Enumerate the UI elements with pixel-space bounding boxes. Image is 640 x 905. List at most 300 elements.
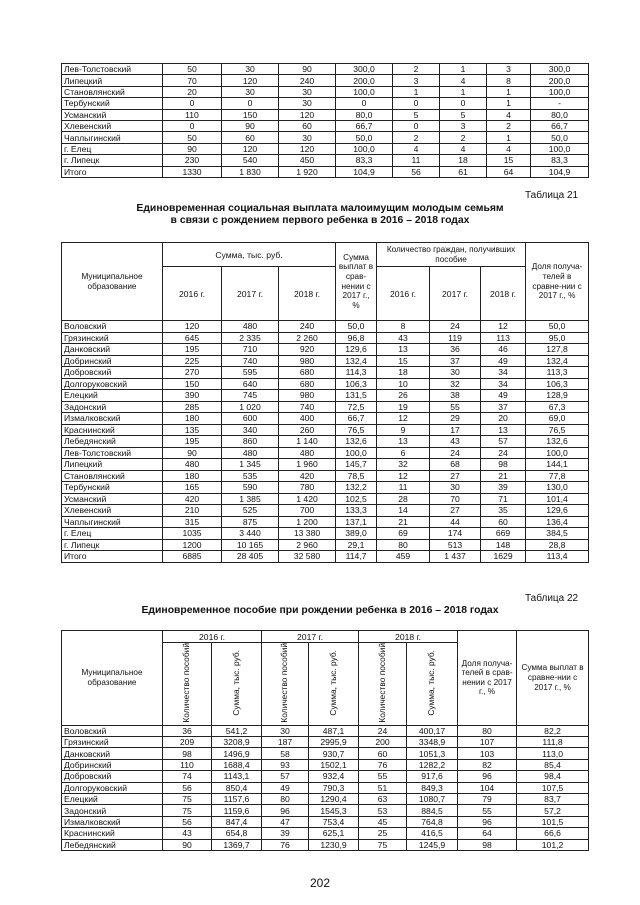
table-cell: 66,7 (336, 413, 377, 425)
col-count-2016 (163, 643, 212, 726)
col-sum-2018-label: Сумма, тыс. руб. (426, 649, 437, 716)
table-cell: 104,9 (531, 166, 589, 177)
row-label: Добровский (62, 367, 163, 379)
row-label: Итого (62, 551, 163, 563)
table-cell: 884,5 (407, 805, 458, 816)
col-2017: 2017 г. (222, 267, 279, 321)
table-cell: 3 (393, 75, 440, 86)
table-cell: 1 020 (222, 401, 279, 413)
table-cell: 90 (279, 64, 336, 75)
table-row (62, 378, 589, 390)
table-row (62, 470, 589, 482)
table-cell: 165 (163, 482, 222, 494)
table-cell: 110 (163, 109, 222, 120)
table-cell: 1159,6 (212, 805, 262, 816)
table-cell: 79 (458, 793, 517, 804)
table-cell: 847,4 (212, 816, 262, 827)
table-cell: 83,3 (531, 155, 589, 166)
table-cell: 240 (279, 321, 336, 333)
table-cell: 71 (481, 493, 526, 505)
table-cell: 1 385 (222, 493, 279, 505)
table-row (62, 539, 589, 551)
table-cell: 56 (393, 166, 440, 177)
row-label: г. Елец (62, 528, 163, 540)
table-row (62, 64, 589, 75)
table-cell: 76,5 (336, 424, 377, 436)
table-cell: 590 (222, 482, 279, 494)
table-cell: 103 (458, 748, 517, 759)
row-label: Лебедянский (62, 839, 163, 850)
table-cell: 1 920 (279, 166, 336, 177)
table-cell: 114,7 (336, 551, 377, 563)
table-cell: 740 (222, 355, 279, 367)
table-cell: 1629 (481, 551, 526, 563)
table-row (62, 493, 589, 505)
table-cell: 114,3 (336, 367, 377, 379)
table-cell: 240 (279, 75, 336, 86)
row-label: г. Липецк (62, 539, 163, 551)
table-cell: 4 (440, 75, 487, 86)
table-cell: 27 (430, 505, 481, 517)
table-cell: 200,0 (336, 75, 393, 86)
table-cell: 14 (377, 505, 430, 517)
table-cell: 260 (279, 424, 336, 436)
row-label: Краснинский (62, 424, 163, 436)
table-cell: 669 (481, 528, 526, 540)
row-label: Грязинский (62, 332, 163, 344)
table-cell: 150 (222, 109, 279, 120)
table-cell: 1282,2 (407, 759, 458, 770)
table-row (62, 725, 589, 736)
table-cell: 1502,1 (309, 759, 359, 770)
table-cell: 128,9 (526, 390, 589, 402)
table-row (62, 782, 589, 793)
table-row (62, 748, 589, 759)
table-cell: 120 (222, 75, 279, 86)
table-cell: 780 (279, 482, 336, 494)
table-cell: 980 (279, 355, 336, 367)
table-cell: 64 (487, 166, 531, 177)
table-cell: 600 (222, 413, 279, 425)
table-cell: 104 (458, 782, 517, 793)
table-row (62, 447, 589, 459)
col-municipal: Муниципальное образование (62, 243, 163, 321)
table-cell: 2 960 (279, 539, 336, 551)
table-cell: 63 (359, 793, 407, 804)
table-cell: 47 (262, 816, 309, 827)
row-label: Усманский (62, 109, 163, 120)
table-22-label: Таблица 22 (525, 593, 579, 604)
table-cell: 49 (481, 355, 526, 367)
row-label: Чаплыгинский (62, 516, 163, 528)
table-cell: 753,4 (309, 816, 359, 827)
col-count-2018 (359, 643, 407, 726)
col-municipal: Муниципальное образование (62, 631, 163, 726)
table-cell: 39 (262, 828, 309, 839)
table-row (62, 120, 589, 131)
table-cell: 1 (487, 98, 531, 109)
table-cell: 74 (163, 771, 212, 782)
table-cell: 300,0 (336, 64, 393, 75)
table-cell: 101,4 (526, 493, 589, 505)
table-cell: 680 (279, 367, 336, 379)
table-cell: 82,2 (517, 725, 589, 736)
table-cell: 18 (377, 367, 430, 379)
table-cell: 195 (163, 436, 222, 448)
table-cell: 420 (279, 470, 336, 482)
row-label: Долгоруковский (62, 782, 163, 793)
table-cell: 50 (163, 132, 222, 143)
table-cell: 3348,9 (407, 736, 458, 747)
row-label: Воловский (62, 321, 163, 333)
table-cell: 70 (163, 75, 222, 86)
table-top-continuation (61, 63, 589, 178)
table-cell: 30 (222, 64, 279, 75)
col-sum-comparison: Сумма выплат в срав-нении с 2017 г., % (336, 243, 377, 321)
table-cell: 6 (377, 447, 430, 459)
table-cell: 5 (440, 109, 487, 120)
table-cell: 4 (487, 109, 531, 120)
row-label: Усманский (62, 493, 163, 505)
row-label: Становлянский (62, 470, 163, 482)
table-cell: 0 (336, 98, 393, 109)
table-row (62, 759, 589, 770)
row-label: Добровский (62, 771, 163, 782)
row-label: Добринский (62, 759, 163, 770)
table-cell: 98 (481, 459, 526, 471)
table-cell: 43 (430, 436, 481, 448)
table-cell: 15 (487, 155, 531, 166)
row-label: Долгоруковский (62, 378, 163, 390)
table-cell: 980 (279, 390, 336, 402)
table-cell: 3 440 (222, 528, 279, 540)
table-cell: 98,4 (517, 771, 589, 782)
table-cell: 26 (377, 390, 430, 402)
table-cell: 860 (222, 436, 279, 448)
table-cell: 1035 (163, 528, 222, 540)
col-2017: 2017 г. (262, 631, 359, 643)
row-label: Елецкий (62, 793, 163, 804)
table-cell: 50,0 (531, 132, 589, 143)
table-cell: 2 335 (222, 332, 279, 344)
table-cell: 5 (393, 109, 440, 120)
table-cell: 102,5 (336, 493, 377, 505)
table-cell: 875 (222, 516, 279, 528)
table-21 (61, 242, 589, 563)
table-cell: 60 (359, 748, 407, 759)
table-cell: 420 (163, 493, 222, 505)
table-cell: 917,6 (407, 771, 458, 782)
table-cell: 44 (430, 516, 481, 528)
table-cell: 12 (377, 413, 430, 425)
table-cell: 113 (481, 332, 526, 344)
row-label: Хлевенский (62, 120, 163, 131)
table-cell: 29 (430, 413, 481, 425)
table-cell: 1230,9 (309, 839, 359, 850)
table-cell: 50 (163, 64, 222, 75)
table-cell: 98 (458, 839, 517, 850)
table-cell: 80,0 (336, 109, 393, 120)
table-cell: 34 (481, 367, 526, 379)
table-cell: 3208,9 (212, 736, 262, 747)
table-cell: 4 (440, 143, 487, 154)
col-count-2017 (262, 643, 309, 726)
table-cell: 120 (279, 143, 336, 154)
table-cell: 654,8 (212, 828, 262, 839)
table-row (62, 367, 589, 379)
table-cell: 80 (262, 793, 309, 804)
table-cell: 104,9 (336, 166, 393, 177)
table-cell: 640 (222, 378, 279, 390)
row-label: Задонский (62, 805, 163, 816)
table-cell: 35 (481, 505, 526, 517)
table-row (62, 839, 589, 850)
table-cell: 60 (222, 132, 279, 143)
table-cell: 64 (458, 828, 517, 839)
table-cell: 20 (481, 413, 526, 425)
table-cell: 24 (481, 447, 526, 459)
table-cell: 29,1 (336, 539, 377, 551)
table-cell: 12 (377, 470, 430, 482)
table-cell: 487,1 (309, 725, 359, 736)
row-label: Хлевенский (62, 505, 163, 517)
table-cell: 680 (279, 378, 336, 390)
col-share: Доля получа-телей в срав-нении с 2017 г., % (458, 631, 517, 726)
table-cell: 1 (487, 132, 531, 143)
row-label: Добринский (62, 355, 163, 367)
table-cell: 230 (163, 155, 222, 166)
table-cell: 340 (222, 424, 279, 436)
table-cell: 2 (393, 132, 440, 143)
table-cell: 390 (163, 390, 222, 402)
table-cell: 13 (377, 344, 430, 356)
table-cell: 127,8 (526, 344, 589, 356)
table-cell: 111,8 (517, 736, 589, 747)
col-sum-2017 (309, 643, 359, 726)
table-cell: 100,0 (336, 447, 377, 459)
table-cell: 13 (377, 436, 430, 448)
col-2016: 2016 г. (163, 631, 262, 643)
row-label: Итого (62, 166, 163, 177)
table-cell: 595 (222, 367, 279, 379)
table-row (62, 98, 589, 109)
row-label: Елецкий (62, 390, 163, 402)
table-cell: - (531, 98, 589, 109)
table-cell: 0 (163, 120, 222, 131)
table-cell: 790,3 (309, 782, 359, 793)
table-cell: 8 (487, 75, 531, 86)
col-sum-comparison: Сумма выплат в сравне-нии с 2017 г., % (517, 631, 589, 726)
table-cell: 100,0 (531, 143, 589, 154)
table-cell: 4 (487, 143, 531, 154)
table-cell: 132,6 (336, 436, 377, 448)
table-cell: 60 (481, 516, 526, 528)
table-cell: 2 260 (279, 332, 336, 344)
table-cell: 1 437 (430, 551, 481, 563)
table-cell: 3 (440, 120, 487, 131)
table-cell: 100,0 (531, 86, 589, 97)
table-cell: 129,6 (336, 344, 377, 356)
table-cell: 32 580 (279, 551, 336, 563)
table-cell: 39 (481, 482, 526, 494)
table-cell: 195 (163, 344, 222, 356)
table-cell: 49 (262, 782, 309, 793)
table-cell: 1 420 (279, 493, 336, 505)
table-row (62, 505, 589, 517)
col-sum-2016 (212, 643, 262, 726)
table-cell: 180 (163, 470, 222, 482)
table-cell: 57 (262, 771, 309, 782)
table-row (62, 828, 589, 839)
table-cell: 19 (377, 401, 430, 413)
table-cell: 24 (430, 321, 481, 333)
table-cell: 43 (377, 332, 430, 344)
table-row (62, 86, 589, 97)
table-cell: 80 (458, 725, 517, 736)
table-cell: 285 (163, 401, 222, 413)
col-sum-2018 (407, 643, 458, 726)
table-cell: 85,4 (517, 759, 589, 770)
table-22-header (62, 631, 589, 726)
table-cell: 28,8 (526, 539, 589, 551)
table-cell: 13 (481, 424, 526, 436)
table-cell: 28 (377, 493, 430, 505)
row-label: Грязинский (62, 736, 163, 747)
row-label: Данковский (62, 748, 163, 759)
table-cell: 38 (430, 390, 481, 402)
table-row (62, 516, 589, 528)
table-cell: 1 (440, 64, 487, 75)
table-row (62, 528, 589, 540)
table-cell: 83,7 (517, 793, 589, 804)
table-cell: 70 (430, 493, 481, 505)
table-cell: 12 (481, 321, 526, 333)
table-cell: 27 (430, 470, 481, 482)
table-cell: 1143,1 (212, 771, 262, 782)
row-label: Становлянский (62, 86, 163, 97)
table-cell: 625,1 (309, 828, 359, 839)
table-cell: 1 140 (279, 436, 336, 448)
table-cell: 225 (163, 355, 222, 367)
table-row (62, 321, 589, 333)
table-cell: 113,0 (517, 748, 589, 759)
table-cell: 1369,7 (212, 839, 262, 850)
table-cell: 1330 (163, 166, 222, 177)
table-cell: 57,2 (517, 805, 589, 816)
table-cell: 1496,9 (212, 748, 262, 759)
table-cell: 513 (430, 539, 481, 551)
col-count-2018: 2018 г. (481, 267, 526, 321)
table-cell: 1245,9 (407, 839, 458, 850)
table-cell: 93 (262, 759, 309, 770)
table-cell: 764,8 (407, 816, 458, 827)
table-cell: 34 (481, 378, 526, 390)
table-cell: 107 (458, 736, 517, 747)
table-cell: 1 830 (222, 166, 279, 177)
row-label: Лев-Толстовский (62, 64, 163, 75)
table-cell: 106,3 (336, 378, 377, 390)
table-cell: 76 (262, 839, 309, 850)
table-row (62, 459, 589, 471)
table-cell: 32 (430, 378, 481, 390)
table-cell: 1545,3 (309, 805, 359, 816)
row-label: г. Елец (62, 143, 163, 154)
table-cell: 132,6 (526, 436, 589, 448)
table-cell: 75 (163, 805, 212, 816)
table-cell: 37 (481, 401, 526, 413)
table-21-label: Таблица 21 (525, 190, 579, 201)
table-cell: 6885 (163, 551, 222, 563)
table-cell: 58 (262, 748, 309, 759)
table-cell: 55 (458, 805, 517, 816)
table-cell: 930,7 (309, 748, 359, 759)
table-row (62, 75, 589, 86)
table-cell: 1290,4 (309, 793, 359, 804)
table-cell: 136,4 (526, 516, 589, 528)
table-cell: 480 (163, 459, 222, 471)
table-cell: 1 960 (279, 459, 336, 471)
table-cell: 113,4 (526, 551, 589, 563)
table-cell: 13 380 (279, 528, 336, 540)
table-cell: 120 (279, 109, 336, 120)
col-2018: 2018 г. (279, 267, 336, 321)
table-cell: 270 (163, 367, 222, 379)
table-cell: 8 (377, 321, 430, 333)
table-cell: 32 (377, 459, 430, 471)
table-row (62, 436, 589, 448)
table-cell: 17 (430, 424, 481, 436)
col-2016: 2016 г. (163, 267, 222, 321)
table-cell: 30 (430, 482, 481, 494)
table-cell: 137,1 (336, 516, 377, 528)
table-cell: 133,3 (336, 505, 377, 517)
table-cell: 36 (163, 725, 212, 736)
row-label: Лебедянский (62, 436, 163, 448)
table-cell: 4 (393, 143, 440, 154)
table-cell: 101,5 (517, 816, 589, 827)
table-cell: 30 (430, 367, 481, 379)
table-cell: 2 (393, 64, 440, 75)
table-cell: 132,4 (336, 355, 377, 367)
table-cell: 50,0 (336, 132, 393, 143)
table-cell: 932,4 (309, 771, 359, 782)
table-cell: 49 (481, 390, 526, 402)
table-cell: 80,0 (531, 109, 589, 120)
table-cell: 51 (359, 782, 407, 793)
table-cell: 50,0 (526, 321, 589, 333)
table-cell: 25 (359, 828, 407, 839)
table-cell: 1200 (163, 539, 222, 551)
table-cell: 11 (377, 482, 430, 494)
table-cell: 57 (481, 436, 526, 448)
table-cell: 180 (163, 413, 222, 425)
table-cell: 90 (222, 120, 279, 131)
row-label: Воловский (62, 725, 163, 736)
table-cell: 101,2 (517, 839, 589, 850)
table-cell: 0 (163, 98, 222, 109)
table-cell: 3 (487, 64, 531, 75)
table-22-body (62, 725, 589, 850)
table-cell: 2 (440, 132, 487, 143)
table-cell: 95,0 (526, 332, 589, 344)
table-21-header (62, 243, 589, 321)
table-cell: 525 (222, 505, 279, 517)
table-row (62, 771, 589, 782)
table-cell: 148 (481, 539, 526, 551)
table-cell: 130,0 (526, 482, 589, 494)
table-cell: 106,3 (526, 378, 589, 390)
table-cell: 200 (359, 736, 407, 747)
